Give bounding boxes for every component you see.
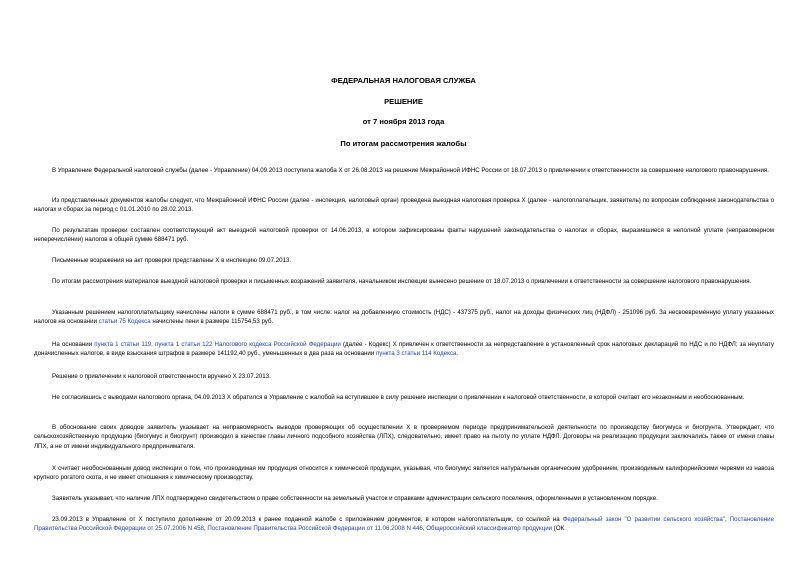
paragraph-6-text-b: начислены пени в размере 115754,53 руб. bbox=[150, 318, 274, 326]
link-product-classifier[interactable]: Общероссийский классификатор продукции bbox=[426, 525, 553, 533]
paragraph-6 bbox=[34, 308, 774, 327]
agency-heading: ФЕДЕРАЛЬНАЯ НАЛОГОВАЯ СЛУЖБА bbox=[331, 76, 476, 85]
paragraph-6-text-a: Указанным решением налогоплательщику начислены налоги в сумме 688471 руб., в том числе: налог на добавленную стоимость (НДС) - 437375 руб., налог на доходы физических лиц (НДФЛ) - 251096 руб. За несвоевременную уплату указанных налогов на основании bbox=[34, 309, 774, 326]
document-subject: По итогам рассмотрения жалобы bbox=[340, 139, 467, 148]
paragraph-7 bbox=[34, 340, 774, 359]
paragraph-11: Х считает необоснованным довод инспекции о том, что производимая им продукция относится к химической продукции, указывая, что биогумус является натуральным органическим удобрением, производимым калифорнийскими червями из навоза крупного рогатого скота, и не имеет отношения к химическому производству. bbox=[34, 465, 774, 482]
link-federal-law-agriculture[interactable]: Федеральный закон "О развитии сельского хозяйства" bbox=[562, 516, 725, 523]
link-resolution-446[interactable]: Постановление Правительства Российской Федерации от 11.06.2008 N 446 bbox=[207, 525, 423, 533]
paragraph-2: Из представленных документов жалобы следует, что Межрайонной ИФНС России (далее - инспекция, налоговый орган) проведена выездная налоговая проверка Х (далее - налогоплательщик, заявитель) по вопросам соблюдения законодательства о налогах и сборах за период с 01.01.2010 по 28.02.2013. bbox=[34, 197, 774, 214]
paragraph-13-text-a: 23.09.2013 в Управление от Х поступило дополнение от 20.09.2013 к ранее поданной жалобе с приложением документов, в котором налогоплательщик, со ссылкой на bbox=[52, 516, 563, 523]
link-article-114[interactable]: пункта 3 статьи 114 Кодекса bbox=[375, 350, 457, 358]
paragraph-10: В обоснование своих доводов заявитель указывает на неправомерность выводов проверяющих об осуществлении Х в проверяемом периоде предпринимательской деятельности по производству биогумуса и биогрунта. Утверждает, что сельскохозяйственную продукцию (биогумус и биогрунт) производил в качестве главы личного подсобного хозяйства (ЛПХ), следовательно, имеет право на льготу по уплате НДФЛ. Договоры на реализацию продукции заключались также от имени главы ЛПХ, а не от имени индивидуального предпринимателя. bbox=[34, 424, 774, 450]
document-date: от 7 ноября 2013 года bbox=[362, 117, 445, 126]
paragraph-8: Решение о привлечении к налоговой ответственности вручено Х 23.07.2013. bbox=[52, 373, 271, 380]
paragraph-5: По итогам рассмотрения материалов выездной налоговой проверки и письменных возражений заявителя, начальником инспекции вынесено решение от 18.07.2013 о привлечении к ответственности за совершение налогового правонарушения. bbox=[52, 278, 752, 285]
paragraph-13-text-c: , bbox=[203, 525, 208, 533]
paragraph-7-text-a: На основании bbox=[52, 341, 95, 348]
link-resolution-458[interactable]: Постановление Правительства Российской Федерации от 25.07.2006 N 458 bbox=[34, 516, 774, 533]
paragraph-7-text-c: . bbox=[456, 350, 459, 358]
paragraph-9: Не согласившись с выводами налогового органа, 04.09.2013 Х обратился в Управление с жалобой на вступившее в силу решение инспекции о привлечении к налоговой ответственности, в которой считает его незаконным и необоснованным. bbox=[52, 394, 745, 401]
paragraph-13 bbox=[34, 515, 774, 534]
paragraph-7-text-b: (далее - Кодекс) Х привлечен к ответственности за непредставление в установленный срок налоговых деклараций по НДС и по НДФЛ; за неуплату доначисленных налогов, в виде взыскания штрафов в размере 141192,40 руб., уменьшенных в два раза на основании bbox=[34, 341, 774, 358]
paragraph-13-text-b: , bbox=[724, 516, 730, 523]
link-tax-code-articles[interactable]: пункта 1 статьи 119, пункта 1 статьи 122 Налогового кодекса Российской Федерации bbox=[94, 341, 341, 348]
paragraph-4: Письменные возражения на акт проверки представлены Х в инспекцию 09.07.2013. bbox=[52, 257, 292, 264]
paragraph-13-text-d: , bbox=[422, 525, 427, 533]
paragraph-1: В Управление Федеральной налоговой службы (далее - Управление) 04.09.2013 поступила жалоба Х от 26.08.2013 на решение Межрайонной ИФНС России от 18.07.2013 о привлечении к ответственности за совершение налогового правонарушения. bbox=[52, 167, 769, 174]
paragraph-3: По результатам проверки составлен соответствующий акт выездной налоговой проверки от 14.06.2013, в котором зафиксированы факты нарушений законодательства о налогах и сборах, выразившиеся в неполной уплате (неправомерном неперечислении) налогов в общей сумме 688471 руб. bbox=[34, 227, 774, 244]
document-type-heading: РЕШЕНИЕ bbox=[384, 97, 423, 106]
paragraph-12: Заявитель указывает, что наличие ЛПХ подтверждено свидетельством о праве собственности на земельный участок и справками администрации сельского поселения, оформленными в установленном порядке. bbox=[52, 495, 658, 502]
link-article-75[interactable]: статьи 75 Кодекса bbox=[98, 318, 151, 326]
paragraph-13-text-e: (ОК bbox=[552, 525, 565, 533]
